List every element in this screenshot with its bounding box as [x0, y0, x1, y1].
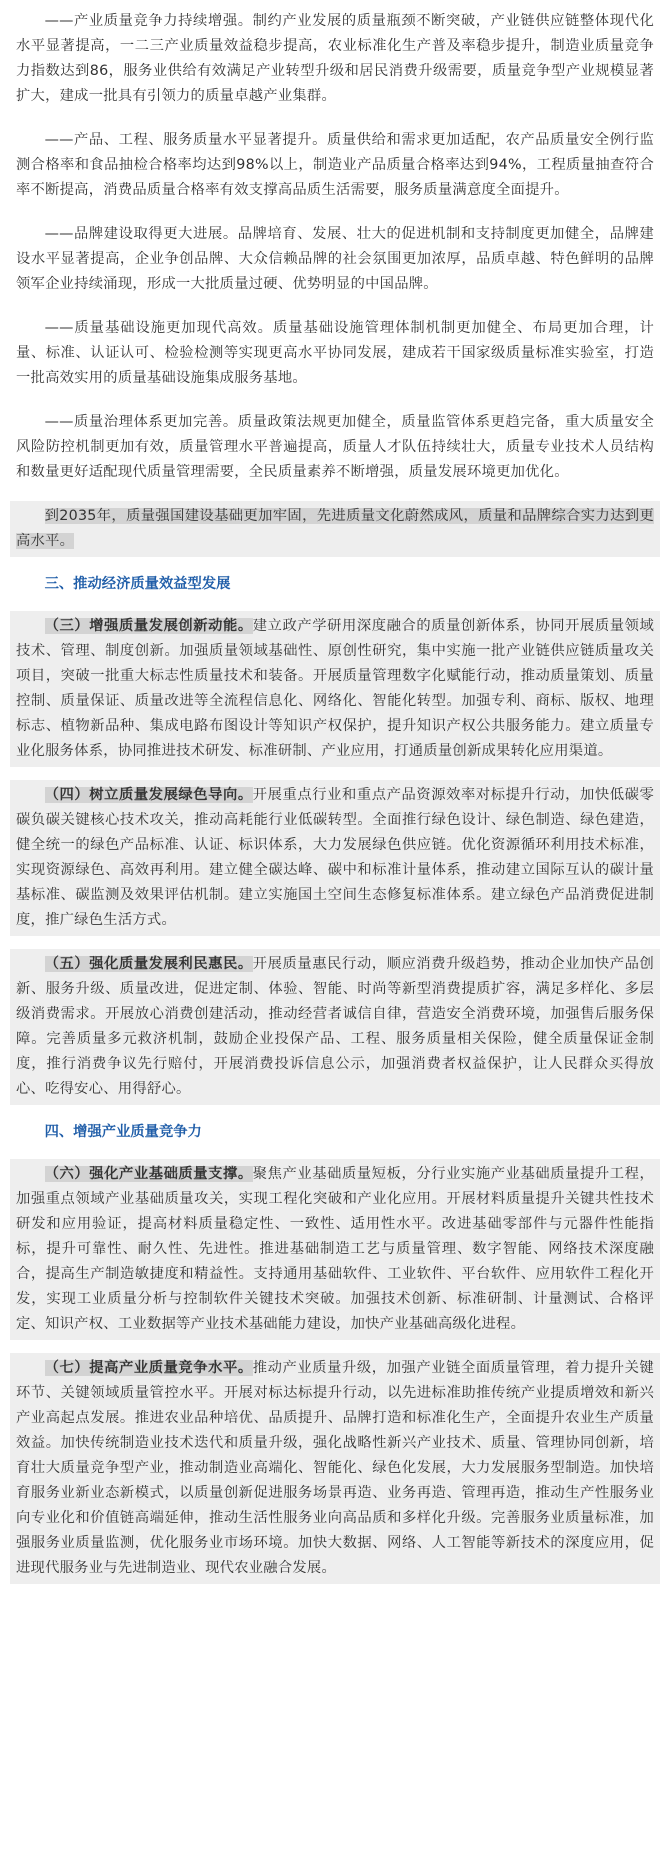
item-body: 推动产业质量升级，加强产业链全面质量管理，着力提升关键环节、关键领域质量管控水平。开展对标达标提升行动，以先进标准助推传统产业提质增效和新兴产业高起点发展。推进农业品种培优、品质提升、品牌打造和标准化生产，全面提升农业生产质量效益。加快传统制造业技术迭代和质量升级，强化战略性新兴产业技术、质量、管理协同创新，培育壮大质量竞争型产业，推动制造业高端化、智能化、绿色化发展，大力发展服务型制造。加快培育服务业新业态新模式，以质量创新促进服务场景再造、业务再造、管理再造，推动生产性服务业向专业化和价值链高端延伸，推动生活性服务业向高品质和多样化升级。完善服务业质量标准，加强服务业质量监测，优化服务业市场环境。加快大数据、网络、人工智能等新技术的深度应用，促进现代服务业与先进制造业、现代农业融合发展。: [16, 1360, 654, 1576]
section-4-heading: 四、增强产业质量竞争力: [44, 1124, 202, 1140]
item-lead: （四）树立质量发展绿色导向。: [44, 787, 253, 803]
intro-paragraph-governance: ——质量治理体系更加完善。质量政策法规更加健全，质量监管体系更趋完备，重大质量安全风险防控机制更加有效，质量管理水平普遍提高，质量人才队伍持续壮大，质量专业技术人员结构和数量更好适配现代质量管理需要，全民质量素养不断增强，质量发展环境更加优化。: [16, 414, 654, 480]
goal-2035-text: 到2035年，质量强国建设基础更加牢固，先进质量文化蔚然成风，质量和品牌综合实力达到更高水平。: [16, 508, 654, 549]
item-body: 聚焦产业基础质量短板，分行业实施产业基础质量提升工程，加强重点领域产业基础质量攻关，实现工程化突破和产业化应用。开展材料质量提升关键共性技术研发和应用验证，提高材料质量稳定性、一致性、适用性水平。改进基础零部件与元器件性能指标，提升可靠性、耐久性、先进性。推进基础制造工艺与质量管理、数字智能、网络技术深度融合，提高生产制造敏捷度和精益性。支持通用基础软件、工业软件、平台软件、应用软件工程化开发，实现工业质量分析与控制软件关键技术突破。加强技术创新、标准研制、计量测试、合格评定、知识产权、工业数据等产业技术基础能力建设，加快产业基础高级化进程。: [16, 1166, 654, 1332]
intro-paragraph-quality-level: ——产品、工程、服务质量水平显著提升。质量供给和需求更加适配，农产品质量安全例行监测合格率和食品抽检合格率均达到98%以上，制造业产品质量合格率达到94%，工程质量抽查符合率不断提高，消费品质量合格率有效支撑高品质生活需要，服务质量满意度全面提升。: [16, 132, 654, 198]
section-3-heading: 三、推动经济质量效益型发展: [44, 576, 231, 592]
section-4-item-competitiveness: [10, 1353, 660, 1584]
item-body: 开展重点行业和重点产品资源效率对标提升行动，加快低碳零碳负碳关键核心技术攻关，推动高耗能行业低碳转型。全面推行绿色设计、绿色制造、绿色建造，健全统一的绿色产品标准、认证、标识体系，大力发展绿色供应链。优化资源循环利用技术标准，实现资源绿色、高效再利用。建立健全碳达峰、碳中和标准计量体系，推动建立国际互认的碳计量基标准、碳监测及效果评估机制。建立实施国土空间生态修复标准体系。建立绿色产品消费促进制度，推广绿色生活方式。: [16, 787, 654, 928]
item-lead: （七）提高产业质量竞争水平。: [44, 1360, 253, 1376]
item-lead: （六）强化产业基础质量支撑。: [44, 1166, 253, 1182]
item-body: 建立政产学研用深度融合的质量创新体系，协同开展质量领域技术、管理、制度创新。加强质量领域基础性、原创性研究，集中实施一批产业链供应链质量攻关项目，突破一批重大标志性质量技术和装备。开展质量管理数字化赋能行动，推动质量策划、质量控制、质量保证、质量改进等全流程信息化、网络化、智能化转型。加强专利、商标、版权、地理标志、植物新品种、集成电路布图设计等知识产权保护，提升知识产权公共服务能力。建立质量专业化服务体系，协同推进技术研发、标准研制、产业应用，打通质量创新成果转化应用渠道。: [16, 618, 654, 759]
section-3-item-green: [10, 780, 660, 936]
intro-paragraph-industry: ——产业质量竞争力持续增强。制约产业发展的质量瓶颈不断突破，产业链供应链整体现代化水平显著提高，一二三产业质量效益稳步提高，农业标准化生产普及率稳步提升，制造业质量竞争力指数达到86，服务业供给有效满足产业转型升级和居民消费升级需要，质量竞争型产业规模显著扩大，建成一批具有引领力的质量卓越产业集群。: [16, 13, 654, 104]
item-lead: （五）强化质量发展利民惠民。: [44, 956, 253, 972]
item-lead: （三）增强质量发展创新动能。: [44, 618, 253, 634]
section-4-item-foundation: [10, 1159, 660, 1340]
goal-2035-paragraph: [10, 501, 660, 557]
intro-paragraph-infrastructure: ——质量基础设施更加现代高效。质量基础设施管理体制机制更加健全、布局更加合理，计量、标准、认证认可、检验检测等实现更高水平协同发展，建成若干国家级质量标准实验室，打造一批高效实用的质量基础设施集成服务基地。: [16, 320, 654, 386]
item-body: 开展质量惠民行动，顺应消费升级趋势，推动企业加快产品创新、服务升级、质量改进，促进定制、体验、智能、时尚等新型消费提质扩容，满足多样化、多层级消费需求。开展放心消费创建活动，推动经营者诚信自律，营造安全消费环境，加强售后服务保障。完善质量多元救济机制，鼓励企业投保产品、工程、服务质量相关保险，健全质量保证金制度，推行消费争议先行赔付，开展消费投诉信息公示，加强消费者权益保护，让人民群众买得放心、吃得安心、用得舒心。: [16, 956, 654, 1097]
intro-paragraph-brand: ——品牌建设取得更大进展。品牌培育、发展、壮大的促进机制和支持制度更加健全，品牌建设水平显著提高，企业争创品牌、大众信赖品牌的社会氛围更加浓厚，品质卓越、特色鲜明的品牌领军企业持续涌现，形成一大批质量过硬、优势明显的中国品牌。: [16, 226, 654, 292]
section-3-item-innovation: [10, 611, 660, 767]
section-3-item-people: [10, 949, 660, 1105]
